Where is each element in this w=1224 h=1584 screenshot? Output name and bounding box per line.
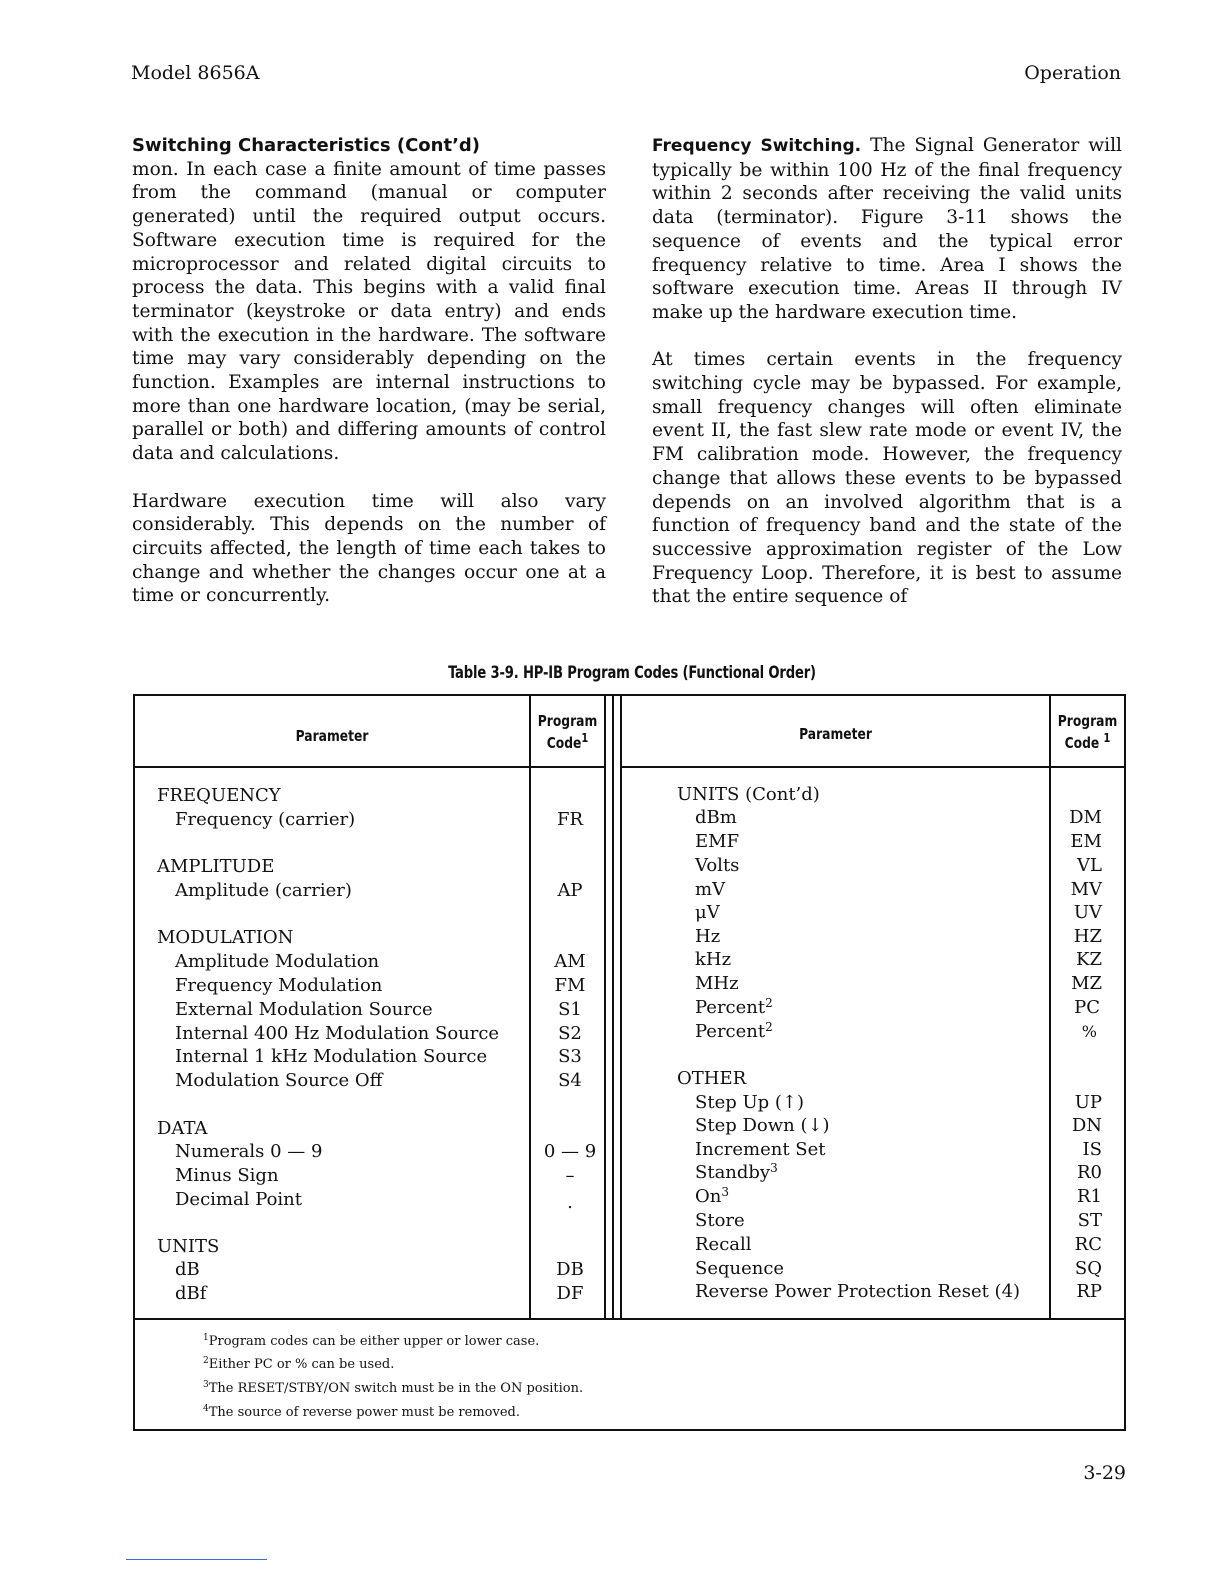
param-khz: kHz [695,949,732,970]
table-left-rule [133,694,135,1431]
param-am: Amplitude Modulation [175,951,380,972]
group-other: OTHER [677,1068,747,1089]
group-units: UNITS [157,1236,220,1257]
paragraph [652,134,1122,325]
param-fm: Frequency Modulation [175,975,383,996]
footnote-mark: 3 [770,1161,778,1175]
right-text-column [652,134,1122,633]
body-bottom-rule [135,1318,1124,1320]
code-dbf: DF [556,1283,584,1304]
code-store: ST [1077,1210,1102,1231]
param-text: Standby [695,1162,771,1183]
group-frequency: FREQUENCY [157,785,281,806]
code-on: R1 [1076,1186,1102,1207]
footnote-text: The RESET/STBY/ON switch must be in the ON position. [208,1381,584,1396]
code-percent-2: % [1081,1022,1097,1041]
paragraph-text: The Signal Generator will typically be within 100 Hz of the final frequency within 2 seconds after receiving the valid units data (terminator). Figure 3-11 shows the sequence of events and the typical error frequency relative to time. Area I shows the software execution time. Areas II through IV make up the hardware execution time. [652,135,1123,323]
param-percent-2 [695,1022,773,1042]
footnote-mark: 1 [203,1333,209,1343]
code-src-off: S4 [558,1070,582,1091]
code-volts: VL [1077,855,1102,876]
param-db: dB [175,1259,200,1280]
code-db: DB [556,1259,584,1280]
code-sequence: SQ [1074,1258,1102,1279]
param-step-down: Step Down (↓) [695,1115,830,1136]
code-amplitude-carrier: AP [557,880,583,901]
page-number: 3-29 [1083,1462,1126,1484]
code-mhz: MZ [1071,973,1102,994]
param-mv: mV [695,879,726,900]
param-dbm: dBm [695,807,737,828]
table-top-rule [133,694,1126,696]
code-fm: FM [554,975,586,996]
param-dbf: dBf [175,1283,207,1304]
code-decimal: . [567,1192,573,1213]
footnote-2 [203,1357,394,1373]
footnote-mark: 3 [721,1185,729,1199]
col-rule-middle-a [612,694,614,1319]
param-text: On [695,1186,722,1207]
param-store: Store [695,1210,745,1231]
code-inc-set: IS [1082,1139,1102,1160]
footnote-mark: 4 [203,1404,209,1414]
footnote-mark: 2 [765,1020,773,1034]
header-parameter-left: Parameter [295,727,369,745]
bottom-link-underline [126,1559,267,1560]
paragraph: At times certain events in the frequency switching cycle may be bypassed. For example, small frequency changes will often eliminate event II, the fast slew rate mode or event IV, the FM calibration mode. However, the frequency change that allows these events to be bypassed depends on an involved algorithm that is a function of frequency band and the state of the successive approximation register of the Low Frequency Loop. Therefore, it is best to assume that the entire sequence of [652,349,1122,608]
param-int400: Internal 400 Hz Modulation Source [175,1023,500,1044]
footnote-mark: 3 [203,1380,209,1390]
header-program-code-left [538,710,598,754]
param-hz: Hz [695,926,721,947]
code-dbm: DM [1069,807,1102,828]
code-uv: UV [1073,902,1102,923]
table-bottom-rule [133,1429,1126,1431]
code-step-down: DN [1071,1115,1102,1136]
footnote-4 [203,1405,520,1421]
param-on [695,1187,729,1207]
header-code-text: Code [1064,734,1100,752]
header-program-label: Program [537,712,598,730]
param-numerals: Numerals 0 — 9 [175,1141,323,1162]
left-text-column [132,134,606,632]
code-minus: – [565,1165,575,1186]
code-percent: PC [1074,997,1100,1018]
col-rule-middle-b [620,694,622,1319]
footnote-mark: 2 [765,996,773,1010]
param-frequency-carrier: Frequency (carrier) [175,809,356,830]
code-step-up: UP [1074,1092,1102,1113]
param-text: Percent [695,1021,766,1042]
running-header-section: Operation [1024,62,1121,84]
code-khz: KZ [1076,949,1102,970]
col-rule-right-param [1049,694,1051,1319]
code-rpp-reset: RP [1076,1281,1102,1302]
section-heading: Switching Characteristics (Cont’d) [132,135,481,156]
footnote-mark: 1 [581,731,589,745]
running-header-model: Model 8656A [131,62,260,84]
code-hz: HZ [1073,926,1102,947]
param-amplitude-carrier: Amplitude (carrier) [175,880,352,901]
header-program-code-right [1058,710,1118,754]
param-emf: EMF [695,831,740,852]
code-int400: S2 [558,1023,582,1044]
param-sequence: Sequence [695,1258,785,1279]
code-emf: EM [1070,831,1102,852]
param-decimal: Decimal Point [175,1189,303,1210]
code-mv: MV [1070,879,1102,900]
code-standby: R0 [1076,1162,1102,1183]
param-src-off: Modulation Source Off [175,1070,383,1091]
footnote-text: The source of reverse power must be removed. [208,1405,520,1420]
group-units-cont: UNITS (Cont’d) [677,784,820,805]
code-numerals: 0 — 9 [543,1141,597,1162]
param-minus: Minus Sign [175,1165,279,1186]
inline-heading: Frequency Switching. [652,136,862,156]
param-inc-set: Increment Set [695,1139,826,1160]
paragraph: mon. In each case a finite amount of time passes from the command (manual or computer generated) until the required output occurs. Software execution time is required for the microprocessor and related digital circuits to process the data. This begins with a valid final terminator (keystroke or data entry) and ends with the execution in the hardware. The software time may vary considerably depending on the function. Examples are internal instructions to more than one hardware location, (may be serial, parallel or both) and differing amounts of control data and calculations. [132,158,606,465]
param-rpp-reset: Reverse Power Protection Reset (4) [695,1281,1021,1302]
param-standby [695,1163,778,1183]
code-ext-src: S1 [558,999,582,1020]
header-code-text: Code [546,734,582,752]
param-int1k: Internal 1 kHz Modulation Source [175,1046,488,1067]
code-am: AM [554,951,586,972]
code-frequency-carrier: FR [556,809,584,830]
footnote-1 [203,1334,539,1350]
table-right-rule [1124,694,1126,1431]
header-code-label [538,732,598,754]
footnote-mark: 1 [1103,731,1111,745]
group-modulation: MODULATION [157,927,294,948]
header-program-label: Program [1057,712,1118,730]
param-step-up: Step Up (↑) [695,1092,805,1113]
param-uv: μV [695,902,720,923]
code-recall: RC [1074,1234,1102,1255]
group-amplitude: AMPLITUDE [157,856,275,877]
code-int1k: S3 [558,1046,582,1067]
header-code-label [1058,732,1118,754]
group-data: DATA [157,1118,208,1139]
param-text: Percent [695,997,766,1018]
header-parameter-right: Parameter [799,725,872,743]
footnote-text: Either PC or % can be used. [208,1357,395,1372]
paragraph: Hardware execution time will also vary considerably. This depends on the number of circuits affected, the length of time each takes to change and whether the changes occur one at a time or concurrently. [132,490,606,607]
footnote-mark: 2 [203,1356,209,1366]
table-title: Table 3-9. HP-IB Program Codes (Functional Order) [448,663,816,683]
param-mhz: MHz [695,973,739,994]
footnote-3 [203,1381,583,1397]
footnote-text: Program codes can be either upper or lower case. [208,1334,540,1349]
param-percent [695,998,773,1018]
header-rule-left [135,766,605,768]
param-volts: Volts [695,855,740,876]
param-recall: Recall [695,1234,752,1255]
param-ext-src: External Modulation Source [175,999,433,1020]
